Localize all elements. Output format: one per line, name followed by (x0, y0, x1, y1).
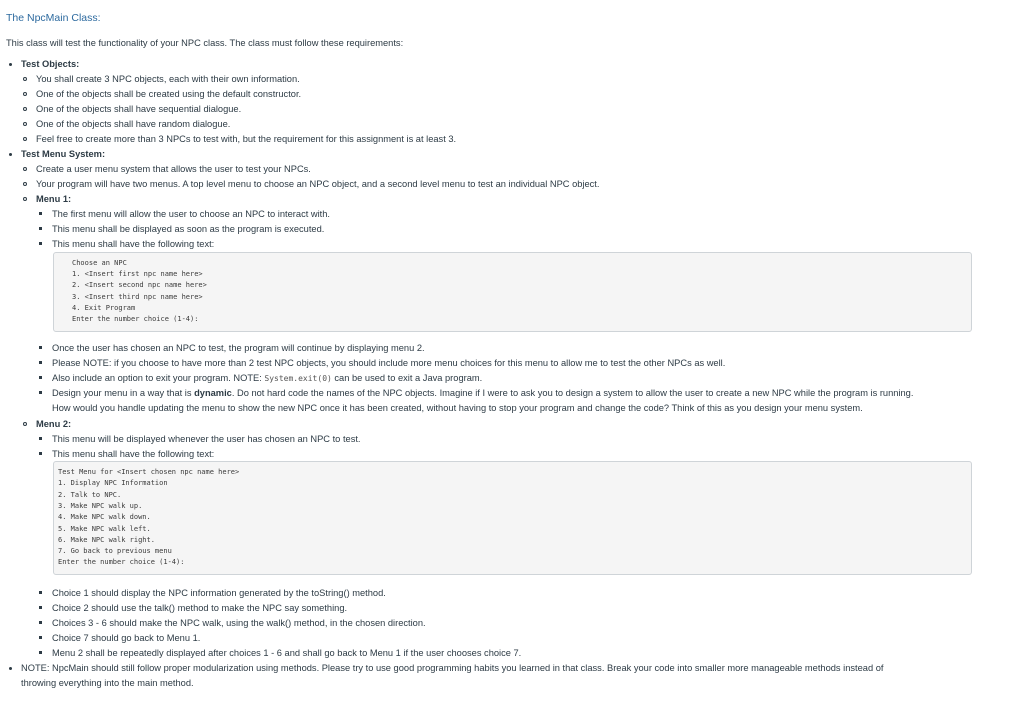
square-bullet-icon (39, 636, 42, 639)
intro-text: This class will test the functionality of your NPC class. The class must follow these requirements: (6, 38, 404, 48)
bullet-icon (9, 667, 12, 670)
list-item: One of the objects shall be created using the default constructor. (36, 89, 302, 99)
list-item: This menu shall be displayed as soon as the program is executed. (52, 224, 325, 234)
list-item: Choice 7 should go back to Menu 1. (52, 633, 201, 643)
list-item: You shall create 3 NPC objects, each with their own information. (36, 74, 300, 84)
circle-bullet-icon (23, 182, 27, 186)
square-bullet-icon (39, 227, 42, 230)
square-bullet-icon (39, 621, 42, 624)
code-line: 3. <Insert third npc name here> (72, 293, 203, 301)
square-bullet-icon (39, 361, 42, 364)
circle-bullet-icon (23, 167, 27, 171)
list-item: Please NOTE: if you choose to have more than 2 test NPC objects, you should include more menu choices for this menu to allow me to test the other NPCs as well. (52, 358, 726, 368)
list-item: Once the user has chosen an NPC to test, the program will continue by displaying menu 2. (52, 343, 425, 353)
bullet-icon (9, 63, 12, 66)
list-item: Also include an option to exit your program. NOTE: System.exit(0) can be used to exit a Java program. (52, 373, 483, 383)
square-bullet-icon (39, 346, 42, 349)
circle-bullet-icon (23, 77, 27, 81)
circle-bullet-icon (23, 107, 27, 111)
menu2-heading: Menu 2: (36, 419, 72, 429)
page-title: The NpcMain Class: (6, 12, 101, 24)
square-bullet-icon (39, 591, 42, 594)
list-item: This menu will be displayed whenever the user has chosen an NPC to test. (52, 434, 361, 444)
square-bullet-icon (39, 606, 42, 609)
code-line: Choose an NPC (72, 259, 127, 267)
list-item: The first menu will allow the user to choose an NPC to interact with. (52, 209, 330, 219)
list-item: This menu shall have the following text: (52, 239, 215, 249)
square-bullet-icon (39, 242, 42, 245)
test-menu-heading: Test Menu System: (21, 149, 106, 159)
circle-bullet-icon (23, 122, 27, 126)
menu2-code-block (53, 461, 972, 575)
square-bullet-icon (39, 391, 42, 394)
circle-bullet-icon (23, 137, 27, 141)
list-item: Choices 3 - 6 should make the NPC walk, using the walk() method, in the chosen direction. (52, 618, 426, 628)
circle-bullet-icon (23, 422, 27, 426)
code-line: 4. Make NPC walk down. (58, 513, 151, 521)
list-item: Choice 2 should use the talk() method to make the NPC say something. (52, 603, 348, 613)
square-bullet-icon (39, 376, 42, 379)
list-item: One of the objects shall have sequential dialogue. (36, 104, 242, 114)
code-line: Test Menu for <Insert chosen npc name here> (58, 468, 240, 476)
note-text: NOTE: NpcMain should still follow proper modularization using methods. Please try to use good programming habits you learned in that class. Break your code into smaller more manageable methods instead of (21, 663, 884, 673)
list-item-continuation: How would you handle updating the menu to show the new NPC once it has been created, without having to stop your program and change the code? Think of this as you design your menu system. (52, 403, 863, 413)
square-bullet-icon (39, 212, 42, 215)
code-line: 7. Go back to previous menu (58, 547, 172, 555)
code-line: 1. <Insert first npc name here> (72, 270, 203, 278)
circle-bullet-icon (23, 197, 27, 201)
list-item: Create a user menu system that allows the user to test your NPCs. (36, 164, 311, 174)
square-bullet-icon (39, 452, 42, 455)
bullet-icon (9, 153, 12, 156)
list-item: Menu 2 shall be repeatedly displayed after choices 1 - 6 and shall go back to Menu 1 if the user chooses choice 7. (52, 648, 522, 658)
code-line: 3. Make NPC walk up. (58, 502, 143, 510)
code-line: 2. Talk to NPC. (58, 491, 122, 499)
code-line: 6. Make NPC walk right. (58, 536, 155, 544)
inline-code: System.exit(0) (264, 374, 332, 383)
list-item: This menu shall have the following text: (52, 449, 215, 459)
list-item: Feel free to create more than 3 NPCs to test with, but the requirement for this assignment is at least 3. (36, 134, 457, 144)
menu1-heading: Menu 1: (36, 194, 72, 204)
list-item: Design your menu in a way that is dynamic. Do not hard code the names of the NPC objects. Imagine if I were to ask you to design a system to allow the user to create a new NPC while the program is running. (52, 388, 914, 398)
test-objects-heading: Test Objects: (21, 59, 80, 69)
list-item: Your program will have two menus. A top level menu to choose an NPC object, and a second level menu to test an individual NPC object. (36, 179, 600, 189)
list-item: Choice 1 should display the NPC information generated by the toString() method. (52, 588, 386, 598)
code-line: 1. Display NPC Information (58, 479, 168, 487)
code-line: 2. <Insert second npc name here> (72, 281, 207, 289)
square-bullet-icon (39, 437, 42, 440)
code-line: 5. Make NPC walk left. (58, 525, 151, 533)
circle-bullet-icon (23, 92, 27, 96)
note-text-continuation: throwing everything into the main method. (21, 678, 194, 688)
code-line: Enter the number choice (1-4): (72, 315, 199, 323)
square-bullet-icon (39, 651, 42, 654)
list-item: One of the objects shall have random dialogue. (36, 119, 231, 129)
code-line: Enter the number choice (1-4): (58, 558, 185, 566)
code-line: 4. Exit Program (72, 304, 136, 312)
